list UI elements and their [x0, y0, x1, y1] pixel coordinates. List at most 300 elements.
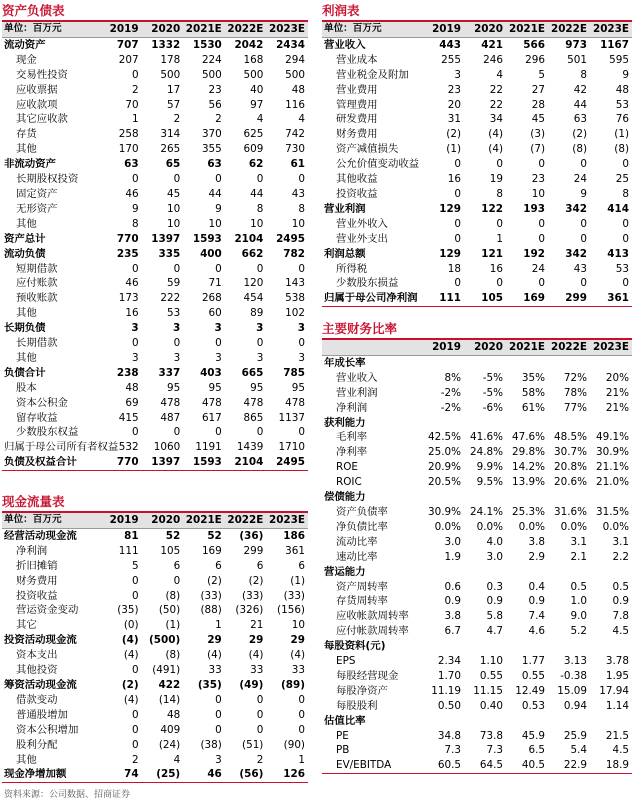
- table-cell: 0: [454, 217, 461, 230]
- row-label: 少数股东权益: [16, 426, 79, 439]
- table-cell: 10: [208, 217, 222, 230]
- year-header: 2022E: [225, 513, 267, 528]
- table-cell: 3: [173, 351, 181, 364]
- cashflow-title: 现金流量表: [2, 493, 308, 513]
- table-cell: 0: [131, 173, 139, 186]
- table-cell: 0: [131, 723, 139, 736]
- table-cell: 413: [607, 247, 629, 260]
- row-label: 偿债能力: [324, 491, 366, 504]
- table-cell: 10: [166, 217, 181, 230]
- table-row: [322, 247, 632, 262]
- table-cell: 1167: [600, 38, 629, 51]
- table-cell: 95: [166, 381, 181, 394]
- table-cell: 1.77: [521, 655, 545, 668]
- table-cell: [422, 355, 464, 370]
- table-row: [2, 232, 308, 247]
- table-cell: 46: [125, 277, 139, 290]
- table-row: [322, 37, 632, 52]
- table-cell: 69: [125, 396, 139, 409]
- table-cell: 0: [131, 262, 139, 275]
- table-cell: 3: [131, 322, 139, 335]
- table-cell: 10: [531, 187, 545, 200]
- table-row: [322, 743, 632, 758]
- table-cell: (88): [200, 604, 222, 617]
- table-cell: 3.78: [605, 655, 629, 668]
- table-cell: 7.8: [612, 610, 629, 623]
- table-cell: 1: [131, 113, 139, 126]
- table-cell: 4.6: [528, 625, 545, 638]
- row-label: 资产负债率: [336, 505, 388, 518]
- table-cell: 1.10: [479, 655, 503, 668]
- table-cell: 973: [565, 38, 587, 51]
- table-cell: 0: [298, 426, 305, 439]
- table-cell: 422: [158, 678, 181, 691]
- table-cell: 2: [215, 113, 222, 126]
- table-cell: 7.3: [486, 744, 503, 757]
- table-header-row: [2, 22, 308, 37]
- table-cell: 8: [256, 202, 264, 215]
- table-row: [2, 455, 308, 470]
- row-label: 长期负债: [4, 322, 46, 335]
- table-cell: 129: [439, 247, 461, 260]
- table-row: [322, 609, 632, 624]
- row-label: 财务费用: [16, 574, 58, 587]
- table-cell: 8: [580, 68, 587, 81]
- table-cell: 21.5: [605, 729, 629, 742]
- year-header: 2020: [142, 22, 184, 37]
- table-row: [2, 366, 308, 381]
- row-label: 年成长率: [324, 356, 366, 369]
- income-statement-table: [322, 22, 632, 307]
- table-cell: 20: [447, 98, 461, 111]
- table-row: [2, 753, 308, 768]
- table-cell: 121: [481, 247, 503, 260]
- row-label: ROE: [336, 461, 358, 474]
- ratios-table: [322, 340, 632, 774]
- row-label: 股本: [16, 381, 37, 394]
- table-cell: 13.9%: [511, 476, 545, 489]
- table-cell: (491): [152, 664, 181, 677]
- table-row: [2, 217, 308, 232]
- table-row: [322, 187, 632, 202]
- table-row: [2, 396, 308, 411]
- table-cell: 3: [454, 68, 461, 81]
- table-cell: (33): [283, 589, 305, 602]
- table-row: [2, 187, 308, 202]
- table-row: [2, 678, 308, 693]
- row-label: 资产周转率: [336, 580, 388, 593]
- table-cell: 5.8: [486, 610, 503, 623]
- table-cell: 31.6%: [553, 505, 587, 518]
- table-cell: 78%: [563, 386, 587, 399]
- table-cell: 0: [454, 232, 461, 245]
- table-cell: 1710: [278, 441, 305, 454]
- row-label: 每股净资产: [336, 684, 388, 697]
- table-row: [322, 291, 632, 306]
- table-row: [322, 565, 632, 580]
- table-cell: 335: [158, 247, 181, 260]
- table-cell: 662: [241, 247, 264, 260]
- row-label: 流动负债: [4, 247, 46, 260]
- table-cell: 4: [298, 113, 305, 126]
- table-cell: 0: [131, 574, 139, 587]
- row-label: 速动比率: [336, 550, 378, 563]
- table-cell: 31.5%: [595, 505, 629, 518]
- table-cell: 44: [208, 187, 222, 200]
- row-label: 负债及权益合计: [2, 455, 100, 470]
- table-cell: 409: [160, 723, 181, 736]
- table-cell: 29: [207, 634, 222, 647]
- table-row: [2, 708, 308, 723]
- table-row: [322, 371, 632, 386]
- table-cell: 31: [447, 113, 461, 126]
- row-label: 营业利润: [324, 202, 366, 215]
- table-cell: 1: [496, 232, 503, 245]
- table-cell: 0: [131, 664, 139, 677]
- table-cell: 0.55: [479, 669, 503, 682]
- table-row: [322, 157, 632, 172]
- table-cell: 61%: [521, 401, 545, 414]
- table-cell: 314: [160, 128, 181, 141]
- table-cell: (1): [290, 574, 305, 587]
- table-cell: 5.2: [570, 625, 587, 638]
- row-label: 其它应收款: [16, 113, 68, 126]
- table-cell: [590, 639, 632, 654]
- table-cell: 20.8%: [553, 461, 587, 474]
- table-cell: 0: [496, 277, 503, 290]
- table-cell: 865: [243, 411, 264, 424]
- table-cell: 173: [118, 292, 139, 305]
- table-cell: [422, 565, 464, 580]
- table-row: [322, 127, 632, 142]
- table-cell: 0: [538, 232, 545, 245]
- row-label: PB: [336, 744, 350, 757]
- table-cell: [464, 416, 506, 431]
- table-cell: 4: [173, 753, 181, 766]
- table-cell: 255: [441, 53, 461, 66]
- table-cell: 116: [285, 98, 305, 111]
- table-row: [322, 98, 632, 113]
- table-cell: 33: [291, 664, 305, 677]
- row-label: 少数股东损益: [336, 277, 399, 290]
- table-cell: 63: [207, 158, 222, 171]
- table-row: [2, 425, 308, 440]
- row-label: 投资收益: [16, 589, 58, 602]
- table-cell: 1137: [278, 411, 305, 424]
- row-label: 营业利润: [336, 386, 378, 399]
- table-cell: 52: [165, 529, 181, 542]
- table-cell: 770: [100, 455, 142, 470]
- table-cell: 53: [166, 307, 181, 320]
- row-label: 其他投资: [16, 664, 58, 677]
- year-header: 2019: [422, 22, 464, 37]
- table-cell: [464, 355, 506, 370]
- table-cell: 72%: [563, 371, 587, 384]
- table-cell: 0.0%: [560, 520, 587, 533]
- table-cell: 95: [291, 381, 305, 394]
- table-cell: 2: [173, 113, 181, 126]
- table-row: [2, 767, 308, 782]
- table-cell: 0: [131, 589, 139, 602]
- table-cell: 45.9: [521, 729, 545, 742]
- table-cell: 143: [285, 277, 305, 290]
- row-label: 财务费用: [336, 128, 378, 141]
- table-cell: 500: [285, 68, 305, 81]
- table-cell: 46: [183, 767, 225, 782]
- table-cell: 29: [248, 634, 264, 647]
- table-cell: 42.5%: [427, 431, 461, 444]
- row-label: 固定资产: [16, 187, 58, 200]
- row-label: 利润总额: [324, 247, 366, 260]
- table-cell: 1: [298, 753, 305, 766]
- table-row: [322, 217, 632, 232]
- row-label: 存货: [16, 128, 37, 141]
- table-cell: 6.5: [528, 744, 545, 757]
- table-cell: (2): [207, 574, 222, 587]
- row-label: 其他: [16, 753, 37, 766]
- table-cell: 1: [215, 619, 222, 632]
- row-label: 其他收益: [336, 173, 378, 186]
- year-header: 2023E: [266, 22, 308, 37]
- table-cell: 22: [489, 98, 503, 111]
- table-cell: 9: [622, 68, 629, 81]
- table-cell: -6%: [482, 401, 503, 414]
- table-cell: 47.6%: [511, 431, 545, 444]
- row-label: 估值比率: [324, 714, 366, 727]
- table-row: [322, 112, 632, 127]
- row-label: 营业费用: [336, 83, 378, 96]
- row-label: 资产总计: [4, 232, 46, 245]
- table-row: [2, 321, 308, 336]
- row-label: 营业成本: [336, 53, 378, 66]
- table-cell: 73.8: [479, 729, 503, 742]
- table-cell: 16: [489, 262, 503, 275]
- table-cell: 7.3: [444, 744, 461, 757]
- table-cell: 2434: [276, 38, 305, 51]
- table-cell: 43: [291, 187, 305, 200]
- table-cell: 8%: [444, 371, 461, 384]
- row-label: 营业收入: [324, 38, 366, 51]
- table-cell: 0: [256, 708, 264, 721]
- table-cell: 207: [118, 53, 139, 66]
- table-cell: 25.0%: [427, 446, 461, 459]
- table-cell: 0.6: [444, 580, 461, 593]
- table-cell: 57: [166, 98, 181, 111]
- table-cell: 0: [131, 68, 139, 81]
- row-label: 应付账款: [16, 277, 58, 290]
- table-cell: 59: [166, 277, 181, 290]
- unit-label: 单位：百万元: [2, 22, 100, 37]
- table-cell: 0.4: [528, 580, 545, 593]
- table-cell: 0: [580, 232, 587, 245]
- table-row: [2, 336, 308, 351]
- table-cell: [506, 639, 548, 654]
- table-row: [2, 112, 308, 127]
- table-cell: (4): [290, 649, 305, 662]
- table-cell: 0: [131, 708, 139, 721]
- table-cell: (4): [248, 649, 264, 662]
- table-cell: 595: [609, 53, 629, 66]
- table-cell: (1): [165, 619, 181, 632]
- table-cell: 16: [125, 307, 139, 320]
- table-row: [2, 618, 308, 633]
- table-cell: (4): [488, 128, 503, 141]
- table-cell: 64.5: [464, 758, 506, 773]
- row-label: EPS: [336, 655, 356, 668]
- table-row: [322, 684, 632, 699]
- table-cell: 24.1%: [469, 505, 503, 518]
- table-cell: (36): [239, 529, 264, 542]
- table-cell: 11.19: [431, 684, 461, 697]
- table-cell: 2: [131, 83, 139, 96]
- table-cell: 0: [215, 262, 222, 275]
- row-label: 长期股权投资: [16, 173, 79, 186]
- table-cell: 0: [580, 277, 587, 290]
- table-cell: 25: [615, 173, 629, 186]
- table-cell: (51): [242, 738, 264, 751]
- row-label: 其他: [16, 351, 37, 364]
- table-cell: 170: [118, 143, 139, 156]
- table-cell: 2042: [234, 38, 264, 51]
- table-cell: 0.9: [486, 595, 503, 608]
- table-cell: 10: [291, 619, 305, 632]
- table-cell: 294: [285, 53, 305, 66]
- row-label: 借款变动: [16, 693, 58, 706]
- row-label: 无形资产: [16, 202, 58, 215]
- row-label: 股利分配: [16, 738, 58, 751]
- table-cell: -5%: [482, 386, 503, 399]
- table-cell: [422, 490, 464, 505]
- table-cell: 2.9: [528, 550, 545, 563]
- table-cell: [464, 714, 506, 729]
- table-row: [2, 633, 308, 648]
- year-header: 2023E: [590, 340, 632, 355]
- table-cell: 3.8: [444, 610, 461, 623]
- table-row: [322, 624, 632, 639]
- table-cell: 0: [173, 173, 181, 186]
- row-label: 净利润: [336, 401, 368, 414]
- table-cell: 0: [131, 738, 139, 751]
- table-cell: [506, 565, 548, 580]
- row-label: 资本支出: [16, 649, 58, 662]
- table-cell: 4.7: [486, 625, 503, 638]
- row-label: 营运能力: [324, 565, 366, 578]
- table-row: [2, 693, 308, 708]
- table-cell: 18: [447, 262, 461, 275]
- row-label: 营运资金变动: [16, 604, 79, 617]
- row-label: EV/EBITDA: [322, 758, 422, 773]
- table-row: [322, 460, 632, 475]
- table-cell: 8: [496, 187, 503, 200]
- table-cell: 24: [573, 173, 587, 186]
- table-cell: (500): [149, 634, 181, 647]
- table-cell: [548, 639, 590, 654]
- table-cell: 337: [158, 366, 181, 379]
- table-cell: 22: [489, 83, 503, 96]
- table-cell: 2.2: [612, 550, 629, 563]
- table-cell: 782: [283, 247, 305, 260]
- table-cell: 2: [131, 753, 139, 766]
- table-cell: 0: [454, 187, 461, 200]
- table-cell: 30.7%: [553, 446, 587, 459]
- table-cell: 500: [160, 68, 181, 81]
- table-row: [2, 440, 308, 455]
- table-cell: 0: [622, 277, 629, 290]
- row-label: 营业收入: [336, 371, 378, 384]
- table-cell: 265: [160, 143, 181, 156]
- row-label: ROIC: [336, 476, 362, 489]
- table-cell: 0: [454, 158, 461, 171]
- table-cell: (2): [446, 128, 461, 141]
- table-row: [2, 202, 308, 217]
- table-cell: (4): [121, 634, 139, 647]
- table-cell: 0: [298, 708, 305, 721]
- table-cell: [590, 416, 632, 431]
- table-cell: 421: [481, 38, 503, 51]
- table-cell: [548, 490, 590, 505]
- table-cell: 0: [173, 262, 181, 275]
- table-cell: 1060: [153, 441, 181, 454]
- row-label: 每股资料(元): [324, 640, 386, 653]
- table-cell: 2495: [266, 455, 308, 470]
- row-label: 资本公积增加: [16, 723, 79, 736]
- row-label: 交易性投资: [16, 68, 68, 81]
- table-cell: 235: [116, 247, 139, 260]
- table-row: [322, 639, 632, 654]
- table-cell: 126: [266, 767, 308, 782]
- table-cell: 0.50: [437, 699, 461, 712]
- row-label: 每股经营现金: [336, 669, 399, 682]
- table-row: [322, 416, 632, 431]
- table-row: [322, 172, 632, 187]
- table-cell: 785: [283, 366, 305, 379]
- row-label: 流动资产: [4, 38, 46, 51]
- table-cell: 3: [215, 753, 222, 766]
- table-cell: 120: [243, 277, 264, 290]
- row-label: 净负债比率: [336, 520, 388, 533]
- table-cell: (8): [165, 649, 181, 662]
- table-cell: 20.9%: [427, 461, 461, 474]
- table-cell: 3: [215, 351, 222, 364]
- table-cell: (156): [277, 604, 305, 617]
- table-cell: 8: [622, 187, 629, 200]
- row-label: 营业税金及附加: [336, 68, 409, 81]
- table-cell: 0: [173, 574, 181, 587]
- table-row: [2, 37, 308, 52]
- table-row: [322, 355, 632, 370]
- table-cell: (50): [158, 604, 181, 617]
- table-cell: 20.5%: [427, 476, 461, 489]
- year-header: 2023E: [590, 22, 632, 37]
- row-label: 现金: [16, 53, 37, 66]
- table-cell: 61: [290, 158, 305, 171]
- table-row: [2, 723, 308, 738]
- table-cell: 1397: [151, 232, 181, 245]
- table-cell: 5: [131, 559, 139, 572]
- table-row: [322, 475, 632, 490]
- table-cell: 478: [201, 396, 222, 409]
- table-row: [322, 505, 632, 520]
- table-row: [322, 535, 632, 550]
- table-cell: 1593: [183, 455, 225, 470]
- table-cell: 8: [298, 202, 305, 215]
- table-row: [2, 291, 308, 306]
- row-label: 其它: [16, 619, 37, 632]
- table-cell: 0: [256, 337, 264, 350]
- table-cell: 6: [173, 559, 181, 572]
- table-cell: 501: [567, 53, 587, 66]
- table-cell: 11.15: [473, 684, 503, 697]
